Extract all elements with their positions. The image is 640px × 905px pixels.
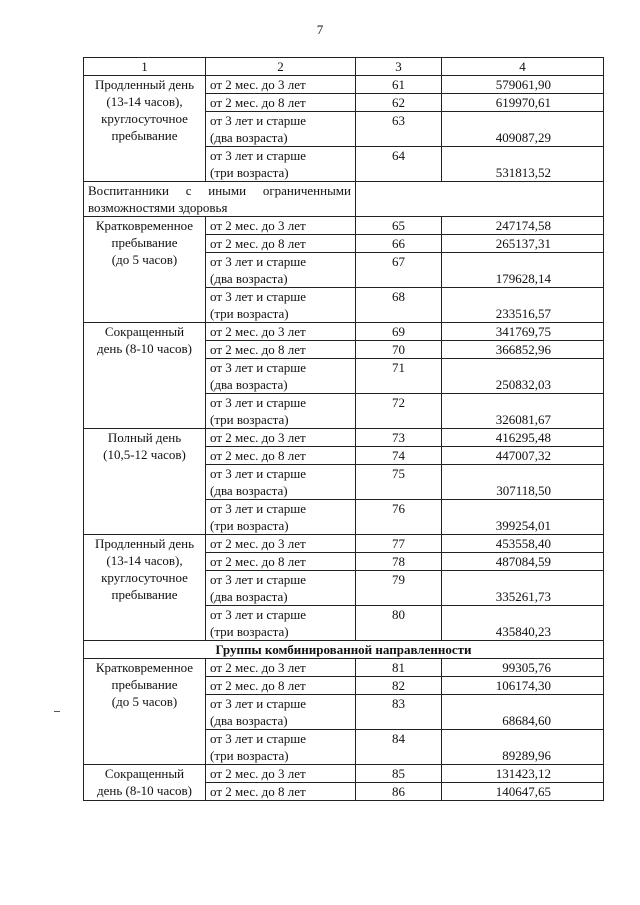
category-cell <box>84 76 206 182</box>
age-line: от 2 мес. до 3 лет <box>210 218 306 233</box>
value-cell: 335261,73 <box>442 571 604 606</box>
age-cell <box>206 535 356 553</box>
category-line: пребывание <box>111 128 178 143</box>
age-line: (три возраста) <box>210 165 289 180</box>
category-line: (13-14 часов), <box>106 94 183 109</box>
category-line: (13-14 часов), <box>106 553 183 568</box>
table-row <box>84 217 604 235</box>
age-line: (два возраста) <box>210 589 288 604</box>
value-cell: 531813,52 <box>442 147 604 182</box>
age-line: от 2 мес. до 3 лет <box>210 660 306 675</box>
age-cell <box>206 94 356 112</box>
value-cell: 435840,23 <box>442 606 604 641</box>
value-cell: 399254,01 <box>442 500 604 535</box>
age-line: (два возраста) <box>210 713 288 728</box>
code-cell: 67 <box>356 253 442 288</box>
table-row <box>84 429 604 447</box>
category-line: круглосуточное <box>101 111 188 126</box>
value-cell: 447007,32 <box>442 447 604 465</box>
code-cell: 77 <box>356 535 442 553</box>
code-cell: 66 <box>356 235 442 253</box>
age-line: от 2 мес. до 8 лет <box>210 784 306 799</box>
age-line: от 2 мес. до 8 лет <box>210 95 306 110</box>
section-row <box>84 182 604 217</box>
age-cell <box>206 147 356 182</box>
code-cell: 65 <box>356 217 442 235</box>
age-line: (два возраста) <box>210 377 288 392</box>
code-cell: 74 <box>356 447 442 465</box>
code-cell: 82 <box>356 677 442 695</box>
age-cell <box>206 341 356 359</box>
category-cell <box>84 659 206 765</box>
category-cell <box>84 323 206 429</box>
age-cell <box>206 429 356 447</box>
age-line: (два возраста) <box>210 483 288 498</box>
code-cell: 81 <box>356 659 442 677</box>
age-line: от 2 мес. до 3 лет <box>210 324 306 339</box>
category-line: Кратковременное <box>95 218 194 233</box>
age-line: (три возраста) <box>210 624 289 639</box>
age-line: (два возраста) <box>210 130 288 145</box>
code-cell: 83 <box>356 695 442 730</box>
code-cell: 73 <box>356 429 442 447</box>
age-line: от 2 мес. до 3 лет <box>210 536 306 551</box>
header-cell: 4 <box>442 58 604 76</box>
code-cell: 80 <box>356 606 442 641</box>
value-cell: 416295,48 <box>442 429 604 447</box>
value-cell: 250832,03 <box>442 359 604 394</box>
section-title-line: Воспитанники с иными ограниченными <box>88 183 351 198</box>
category-line: круглосуточное <box>101 570 188 585</box>
age-cell <box>206 571 356 606</box>
page-number: 7 <box>316 22 324 37</box>
table-row <box>84 659 604 677</box>
table-body <box>84 76 604 801</box>
header-cell: 1 <box>84 58 206 76</box>
category-line: (до 5 часов) <box>111 694 178 709</box>
age-line: (два возраста) <box>210 271 288 286</box>
age-cell <box>206 323 356 341</box>
code-cell: 71 <box>356 359 442 394</box>
age-line: от 3 лет и старше <box>210 113 307 128</box>
age-cell <box>206 76 356 94</box>
age-cell <box>206 465 356 500</box>
category-cell <box>84 217 206 323</box>
header-cell: 2 <box>206 58 356 76</box>
category-line: Продленный день <box>94 77 194 92</box>
age-cell <box>206 553 356 571</box>
code-cell: 84 <box>356 730 442 765</box>
header-cell: 3 <box>356 58 442 76</box>
code-cell: 86 <box>356 783 442 801</box>
category-line: (до 5 часов) <box>111 252 178 267</box>
age-line: от 3 лет и старше <box>210 731 307 746</box>
category-line: пребывание <box>111 587 178 602</box>
age-cell <box>206 253 356 288</box>
value-cell: 131423,12 <box>442 765 604 783</box>
age-line: от 3 лет и старше <box>210 395 307 410</box>
empty-cell <box>356 182 604 217</box>
value-cell: 233516,57 <box>442 288 604 323</box>
age-cell <box>206 730 356 765</box>
value-cell: 265137,31 <box>442 235 604 253</box>
category-line: Сокращенный <box>104 324 185 339</box>
category-line: Полный день <box>107 430 182 445</box>
age-line: от 2 мес. до 8 лет <box>210 448 306 463</box>
age-cell <box>206 394 356 429</box>
age-line: от 2 мес. до 3 лет <box>210 766 306 781</box>
age-line: от 2 мес. до 8 лет <box>210 554 306 569</box>
code-cell: 79 <box>356 571 442 606</box>
category-line: пребывание <box>111 677 178 692</box>
age-line: от 2 мес. до 3 лет <box>210 77 306 92</box>
age-cell <box>206 500 356 535</box>
age-cell <box>206 447 356 465</box>
code-cell: 76 <box>356 500 442 535</box>
value-cell: 179628,14 <box>442 253 604 288</box>
code-cell: 72 <box>356 394 442 429</box>
age-line: (три возраста) <box>210 748 289 763</box>
category-line: день (8-10 часов) <box>97 341 192 356</box>
age-line: от 3 лет и старше <box>210 254 307 269</box>
category-line: Продленный день <box>94 536 194 551</box>
code-cell: 68 <box>356 288 442 323</box>
code-cell: 63 <box>356 112 442 147</box>
code-cell: 64 <box>356 147 442 182</box>
age-cell <box>206 217 356 235</box>
age-line: от 3 лет и старше <box>210 572 307 587</box>
value-cell: 366852,96 <box>442 341 604 359</box>
code-cell: 85 <box>356 765 442 783</box>
value-cell: 326081,67 <box>442 394 604 429</box>
value-cell: 307118,50 <box>442 465 604 500</box>
category-line: Кратковременное <box>95 660 194 675</box>
age-cell <box>206 695 356 730</box>
age-cell <box>206 288 356 323</box>
value-cell: 68684,60 <box>442 695 604 730</box>
age-cell <box>206 659 356 677</box>
age-cell <box>206 783 356 801</box>
tariff-table <box>83 57 604 801</box>
table-header-row <box>84 58 604 76</box>
age-line: от 3 лет и старше <box>210 148 307 163</box>
age-cell <box>206 112 356 147</box>
value-cell: 247174,58 <box>442 217 604 235</box>
code-cell: 61 <box>356 76 442 94</box>
value-cell: 579061,90 <box>442 76 604 94</box>
table-row <box>84 323 604 341</box>
category-cell <box>84 765 206 801</box>
age-line: от 3 лет и старше <box>210 607 307 622</box>
value-cell: 140647,65 <box>442 783 604 801</box>
age-cell <box>206 765 356 783</box>
value-cell: 99305,76 <box>442 659 604 677</box>
age-cell <box>206 606 356 641</box>
value-cell: 106174,30 <box>442 677 604 695</box>
value-cell: 409087,29 <box>442 112 604 147</box>
section-title-line: возможностями здоровья <box>88 200 228 215</box>
group-title-cell: Группы комбинированной направленности <box>84 641 604 659</box>
category-cell <box>84 429 206 535</box>
section-title-cell <box>84 182 356 217</box>
age-cell <box>206 235 356 253</box>
category-cell <box>84 535 206 641</box>
age-line: от 2 мес. до 8 лет <box>210 678 306 693</box>
code-cell: 75 <box>356 465 442 500</box>
value-cell: 89289,96 <box>442 730 604 765</box>
table-row <box>84 535 604 553</box>
category-line: (10,5-12 часов) <box>103 447 186 462</box>
age-cell <box>206 677 356 695</box>
age-line: от 3 лет и старше <box>210 501 307 516</box>
age-line: от 2 мес. до 3 лет <box>210 430 306 445</box>
age-line: от 3 лет и старше <box>210 360 307 375</box>
category-line: Сокращенный <box>104 766 185 781</box>
age-cell <box>206 359 356 394</box>
margin-mark <box>54 711 60 712</box>
value-cell: 341769,75 <box>442 323 604 341</box>
value-cell: 619970,61 <box>442 94 604 112</box>
age-line: от 3 лет и старше <box>210 696 307 711</box>
category-line: день (8-10 часов) <box>97 783 192 798</box>
value-cell: 453558,40 <box>442 535 604 553</box>
category-line: пребывание <box>111 235 178 250</box>
table-row <box>84 76 604 94</box>
value-cell: 487084,59 <box>442 553 604 571</box>
age-line: (три возраста) <box>210 306 289 321</box>
code-cell: 78 <box>356 553 442 571</box>
code-cell: 62 <box>356 94 442 112</box>
age-line: (три возраста) <box>210 412 289 427</box>
age-line: (три возраста) <box>210 518 289 533</box>
group-row <box>84 641 604 659</box>
age-line: от 3 лет и старше <box>210 466 307 481</box>
table-row <box>84 765 604 783</box>
code-cell: 69 <box>356 323 442 341</box>
age-line: от 2 мес. до 8 лет <box>210 342 306 357</box>
code-cell: 70 <box>356 341 442 359</box>
age-line: от 3 лет и старше <box>210 289 307 304</box>
age-line: от 2 мес. до 8 лет <box>210 236 306 251</box>
